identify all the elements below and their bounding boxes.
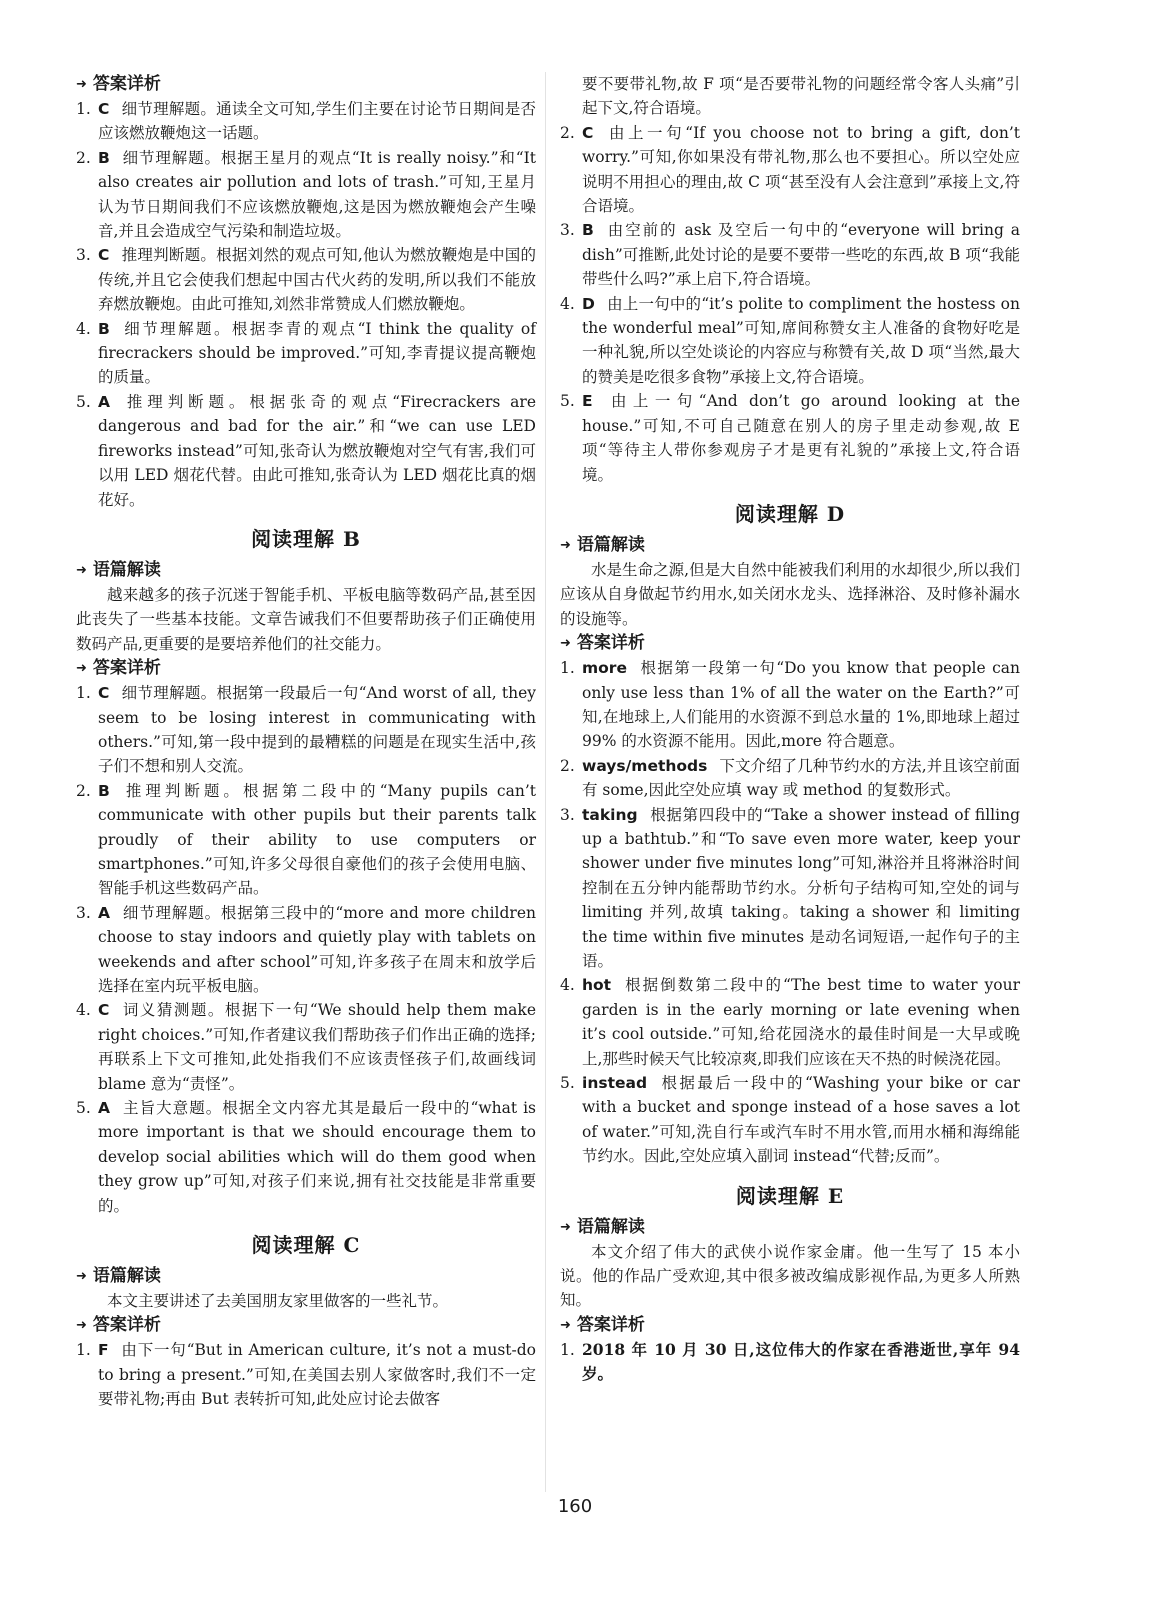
answer-number: 5. [560, 392, 575, 411]
answer-explanation: 根据最后一段中的“Washing your bike or car with a bucket and sponge instead of a hose saves a lot of water.”可知,洗自行车或汽车时不用水管,而用水桶和海绵能节约水。因此,空处应填入副词 instead“代替;反而”。 [582, 1074, 1020, 1166]
answer-heading: ➜ 答案详析 [76, 1313, 536, 1338]
arrow-right-icon: ➜ [560, 1317, 571, 1333]
page-number: 160 [557, 1496, 593, 1517]
answer-heading: ➜ 答案详析 [76, 656, 536, 681]
answer-explanation: 推理判断题。根据第二段中的“Many pupils can’t communicate with other pupils but their parents talk proudly of their ability to use computers or smartphones.”可知,许多父母很自豪他们的孩子会使用电脑、智能手机这些数码产品。 [98, 781, 536, 898]
answer-explanation: 2018 年 10 月 30 日,这位伟大的作家在香港逝世,享年 94 岁。 [582, 1339, 1020, 1384]
answer-number: 4. [76, 319, 91, 338]
answer-number: 3. [560, 805, 575, 824]
arrow-right-icon: ➜ [560, 1219, 571, 1235]
answer-explanation: 细节理解题。根据王星月的观点“It is really noisy.”和“It also creates air pollution and lots of trash.”可知,王星月认为节日期间我们不应该燃放鞭炮,这是因为燃放鞭炮会产生噪音,并且会造成空气污染和制造垃圾。 [98, 148, 536, 241]
answer-item [76, 317, 536, 390]
answer-number: 1. [76, 100, 91, 118]
answer-explanation: 细节理解题。根据李青的观点“I think the quality of firecrackers should be improved.”可知,李青提议提高鞭炮的质量。 [98, 319, 536, 387]
answer-number: 3. [76, 903, 91, 922]
answer-key: B [98, 319, 110, 338]
answer-number: 5. [76, 1099, 91, 1118]
column-divider [545, 72, 546, 1492]
passage-summary-b: 越来越多的孩子沉迷于智能手机、平板电脑等数码产品,甚至因此丧失了一些基本技能。文章告诫我们不但要帮助孩子们正确使用数码产品,更重要的是要培养他们的社交能力。 [76, 585, 536, 653]
passage-heading: ➜ 语篇解读 [76, 558, 536, 583]
answer-item [560, 1338, 1020, 1387]
arrow-right-icon: ➜ [560, 636, 571, 652]
answer-item [560, 218, 1020, 291]
answer-item [76, 1096, 536, 1218]
answer-key: C [98, 1001, 110, 1020]
answer-item [560, 389, 1020, 487]
answer-key: A [98, 903, 110, 922]
arrow-right-icon: ➜ [76, 661, 87, 677]
answer-key: more [582, 659, 627, 678]
answer-explanation: 由上一句中的“it’s polite to compliment the hostess on the wonderful meal”可知,席间称赞女主人准备的食物好吃是一种礼貌,所以空处谈论的内容应与称赞有关,故 D 项“当然,最大的赞美是吃很多食物”承接上文,符合语境。 [582, 294, 1020, 386]
answer-number: 4. [76, 1001, 91, 1020]
answer-number: 3. [560, 221, 575, 240]
answer-key: E [582, 392, 593, 411]
answer-explanation: 细节理解题。根据第三段中的“more and more children choose to stay indoors and quietly play with tablets on weekends and after school”可知,许多孩子在周末和放学后选择在室内玩平板电脑。 [98, 903, 536, 995]
section-title-d: 阅读理解 D [734, 501, 846, 526]
answer-explanation: 细节理解题。根据第一段最后一句“And worst of all, they seem to be losing interest in communicating with others.”可知,第一段中提到的最糟糕的问题是在现实生活中,孩子们不想和别人交流。 [98, 684, 536, 776]
answer-key: A [98, 392, 110, 411]
answer-item [560, 973, 1020, 1071]
answer-key: hot [582, 976, 612, 995]
answer-explanation: 由空前的 ask 及空后一句中的“everyone will bring a dish”可推断,此处讨论的是要不要带一些吃的东西,故 B 项“我能带些什么吗?”承上启下,符合语境。 [582, 221, 1020, 289]
answer-number: 1. [560, 1340, 575, 1359]
arrow-right-icon: ➜ [76, 1269, 87, 1285]
answer-continuation: 要不要带礼物,故 F 项“是否要带礼物的问题经常令客人头痛”引起下文,符合语境。 [582, 75, 1020, 118]
passage-heading: ➜ 语篇解读 [560, 1215, 1020, 1240]
answer-explanation: 词义猜测题。根据下一句“We should help them make right choices.”可知,作者建议我们帮助孩子们作出正确的选择;再联系上下文可推知,此处指我们不应该责怪孩子们,故画线词 blame 意为“责怪”。 [98, 1001, 536, 1093]
answer-number: 2. [560, 123, 575, 142]
answer-explanation: 根据倒数第二段中的“The best time to water your garden is in the early morning or late evening when it’s cool outside.”可知,给花园浇水的最佳时间是一大早或晚上,那些时候天气比较凉爽,即我们应该在天不热的时候浇花园。 [582, 976, 1020, 1068]
answer-number: 2. [560, 756, 575, 775]
answer-explanation: 推理判断题。根据张奇的观点“Firecrackers are dangerous and bad for the air.”和“we can use LED fireworks instead”可知,张奇认为燃放鞭炮对空气有害,我们可以用 LED 烟花代替。由此可推知,张奇认为 LED 烟花比真的烟花好。 [98, 392, 536, 509]
answer-item [560, 1071, 1020, 1169]
answer-list-b [76, 681, 536, 1218]
section-title-e: 阅读理解 E [735, 1183, 845, 1208]
answer-key: C [98, 246, 110, 265]
answer-key: B [98, 781, 110, 800]
answer-key: B [98, 148, 110, 167]
answer-item [76, 390, 536, 512]
answer-list-a [76, 97, 536, 512]
answer-explanation: 由上一句“If you choose not to bring a gift, don’t worry.”可知,你如果没有带礼物,那么也不要担心。所以空处应说明不用担心的理由,故 C 项“甚至没有人会注意到”承接上文,符合语境。 [582, 123, 1020, 216]
passage-summary-c: 本文主要讲述了去美国朋友家里做客的一些礼节。 [107, 1292, 449, 1311]
answer-explanation: 由上一句“And don’t go around looking at the house.”可知,不可自己随意在别人的房子里走动参观,故 E 项“等待主人带你参观房子才是更有礼貌的”承接上文,符合语境。 [582, 392, 1020, 484]
answer-number: 5. [76, 392, 91, 411]
answer-key: D [582, 294, 595, 313]
answer-item [560, 292, 1020, 390]
passage-summary-d: 水是生命之源,但是大自然中能被我们利用的水却很少,所以我们应该从自身做起节约用水,如关闭水龙头、选择淋浴、及时修补漏水的设施等。 [560, 560, 1020, 628]
answer-explanation: 根据第四段中的“Take a shower instead of filling up a bathtub.”和“To save even more water, keep your shower under five minutes long”可知,淋浴并且将淋浴时间控制在五分钟内能帮助节约水。分析句子结构可知,空处的词与 limiting 并列,故填 taking。taking a shower 和 limiting the time within five minutes 是动名词短语,一起作句子的主语。 [582, 805, 1020, 970]
answer-list-c [76, 1338, 536, 1411]
answer-explanation: 由下一句“But in American culture, it’s not a must-do to bring a present.”可知,在美国去别人家做客时,我们不一定要带礼物;再由 But 表转折可知,此处应讨论去做客 [98, 1341, 536, 1409]
passage-heading: ➜ 语篇解读 [76, 1264, 536, 1289]
answer-number: 3. [76, 246, 91, 265]
answer-heading: ➜ 答案详析 [76, 72, 536, 97]
answer-item [76, 998, 536, 1096]
answer-key: A [98, 1099, 110, 1118]
answer-item [560, 754, 1020, 803]
answer-key: F [98, 1341, 109, 1360]
answer-heading: ➜ 答案详析 [560, 1313, 1020, 1338]
answer-key: C [582, 123, 594, 142]
answer-list-c-cont [560, 121, 1020, 487]
arrow-right-icon: ➜ [76, 77, 87, 92]
left-column [76, 72, 536, 1412]
arrow-right-icon: ➜ [560, 537, 571, 553]
answer-number: 1. [76, 1341, 91, 1360]
answer-number: 2. [76, 148, 91, 167]
passage-summary-e: 本文介绍了伟大的武侠小说作家金庸。他一生写了 15 本小说。他的作品广受欢迎,其中很多被改编成影视作品,为更多人所熟知。 [560, 1242, 1020, 1310]
answer-item [76, 1338, 536, 1411]
answer-item [560, 803, 1020, 974]
answer-heading: ➜ 答案详析 [560, 631, 1020, 656]
answer-item [76, 243, 536, 316]
section-title-b: 阅读理解 B [251, 526, 361, 551]
answer-item [560, 656, 1020, 754]
answer-number: 2. [76, 781, 91, 800]
answer-explanation: 下文介绍了几种节约水的方法,并且该空前面有 some,因此空处应填 way 或 method 的复数形式。 [582, 756, 1020, 800]
answer-key: taking [582, 805, 638, 824]
answer-key: C [98, 684, 110, 703]
answer-item [76, 681, 536, 779]
answer-item [76, 779, 536, 901]
answer-number: 4. [560, 976, 575, 995]
answer-number: 4. [560, 294, 575, 313]
answer-item [76, 97, 536, 146]
answer-explanation: 主旨大意题。根据全文内容尤其是最后一段中的“what is more important is that we should encourage them to develop social abilities which will do them good when they grow up”可知,对孩子们来说,拥有社交技能是非常重要的。 [98, 1099, 536, 1215]
answer-key: ways/methods [582, 756, 708, 775]
answer-item [560, 121, 1020, 219]
answer-list-d [560, 656, 1020, 1169]
answer-key: C [98, 100, 110, 118]
answer-item [76, 901, 536, 999]
arrow-right-icon: ➜ [76, 1318, 87, 1334]
answer-number: 1. [76, 684, 91, 703]
passage-heading: ➜ 语篇解读 [560, 533, 1020, 558]
answer-item [76, 146, 536, 244]
answer-key: instead [582, 1074, 648, 1093]
arrow-right-icon: ➜ [76, 562, 87, 578]
answer-explanation: 根据第一段第一句“Do you know that people can only use less than 1% of all the water on the Earth?”可知,在地球上,人们能用的水资源不到总水量的 1%,即地球上超过 99% 的水资源不能用。因此,more 符合题意。 [582, 659, 1020, 751]
answer-number: 5. [560, 1074, 575, 1093]
section-title-c: 阅读理解 C [251, 1233, 361, 1258]
answer-list-e [560, 1338, 1020, 1387]
right-column [560, 72, 1020, 1387]
answer-explanation: 推理判断题。根据刘然的观点可知,他认为燃放鞭炮是中国的传统,并且它会使我们想起中国古代火药的发明,所以我们不能放弃燃放鞭炮。由此可推知,刘然非常赞成人们燃放鞭炮。 [98, 246, 536, 314]
answer-key: B [582, 221, 594, 240]
answer-explanation: 细节理解题。通读全文可知,学生们主要在讨论节日期间是否应该燃放鞭炮这一话题。 [98, 100, 536, 143]
answer-number: 1. [560, 659, 575, 678]
